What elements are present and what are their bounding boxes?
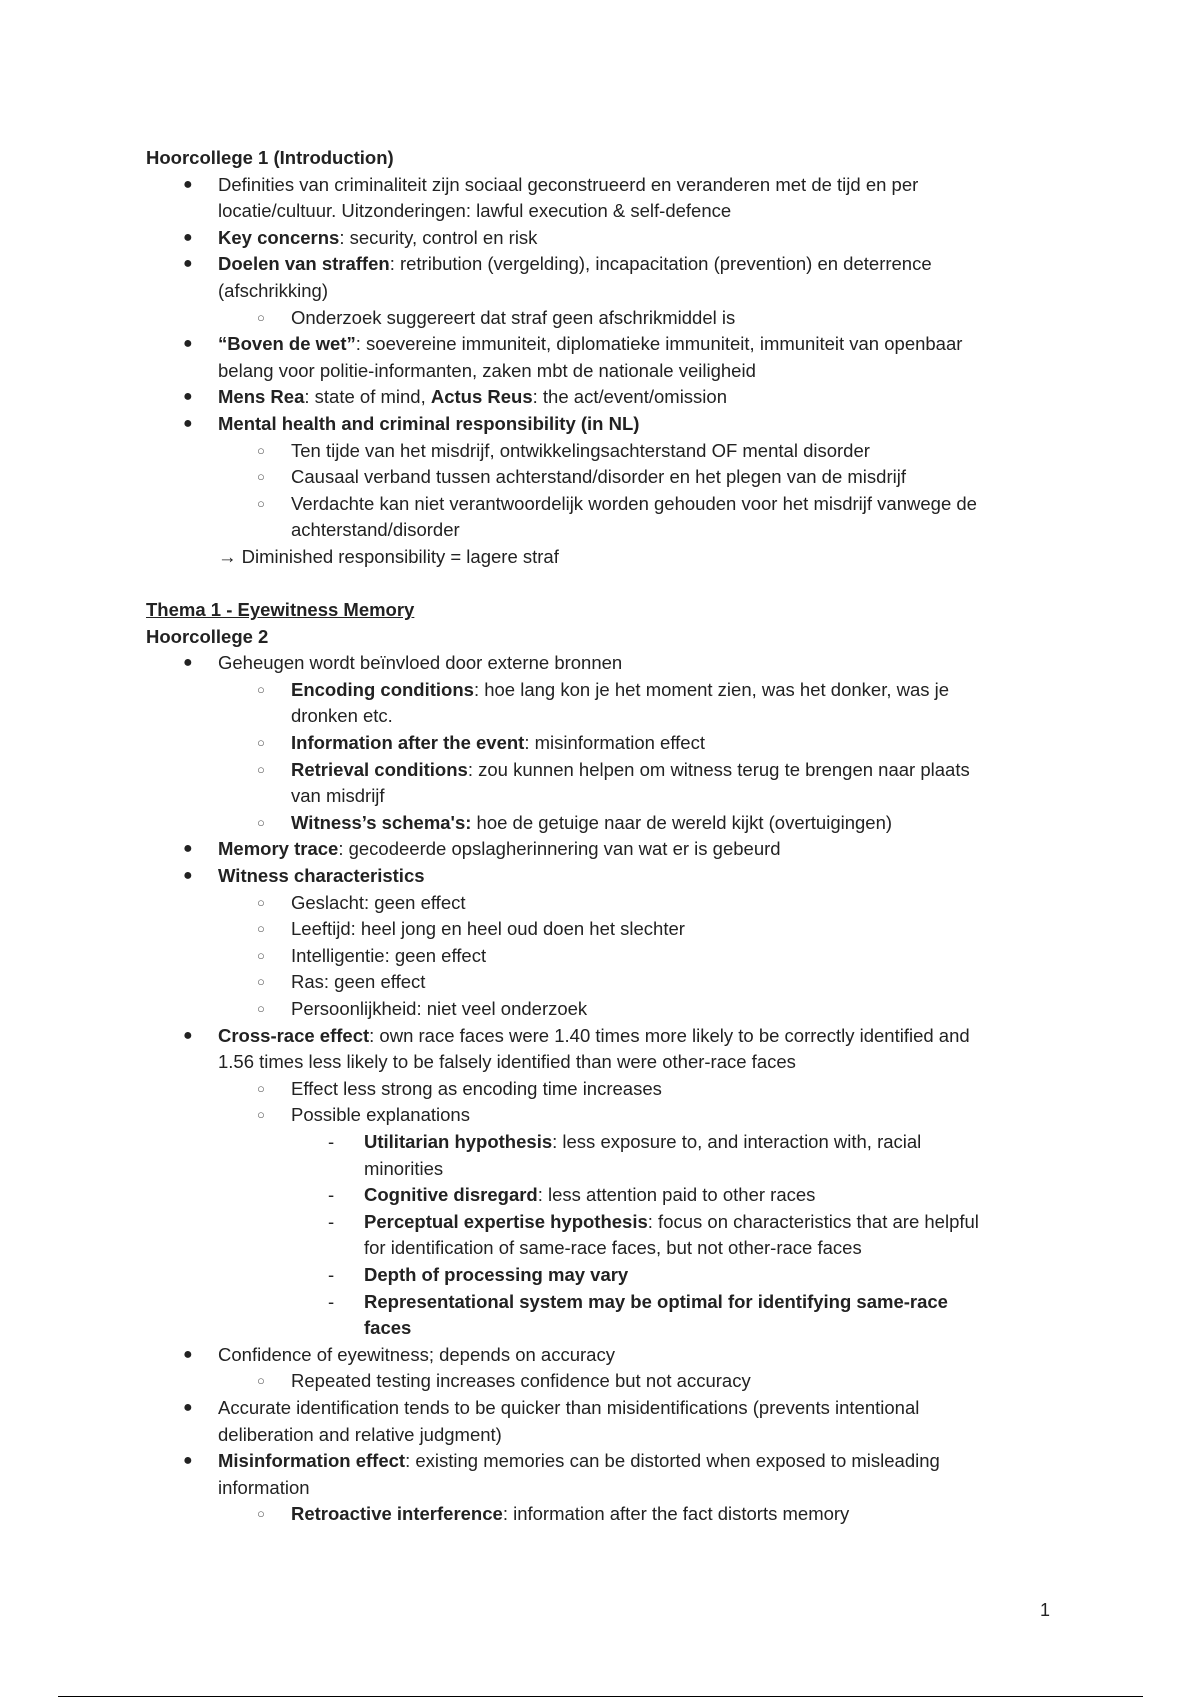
text-line (146, 1475, 1046, 1502)
hollow-bullet-icon: ○ (257, 1506, 265, 1522)
bold-text: Cross-race effect (218, 1024, 370, 1046)
page-number: 1 (1040, 1600, 1051, 1620)
text: achterstand/disorder (291, 519, 460, 541)
bold-text: Witness characteristics (218, 865, 425, 887)
bullet-icon: ● (183, 414, 193, 432)
bold-text: Retrieval conditions (291, 758, 468, 780)
text: : gecodeerde opslagherinnering van wat er is gebeurd (338, 838, 781, 860)
dash-bullet: - (328, 1130, 335, 1152)
text-line (146, 544, 1046, 571)
text: : focus on characteristics that are helpful (647, 1210, 979, 1232)
text: Repeated testing increases confidence but not accuracy (291, 1370, 751, 1392)
text-line (146, 1395, 1046, 1422)
bold-text: Information after the event (291, 732, 525, 754)
text-line (146, 677, 1046, 704)
bold-text: Thema 1 - Eyewitness Memory (146, 599, 415, 621)
hollow-bullet-icon: ○ (257, 947, 265, 963)
bold-text: Actus Reus (430, 386, 533, 408)
text-line (146, 358, 1046, 385)
dash-bullet: - (328, 1263, 335, 1285)
text: : less attention paid to other races (537, 1184, 816, 1206)
text-line (146, 1076, 1046, 1103)
text: : the act/event/omission (532, 386, 727, 408)
text: : zou kunnen helpen om witness terug te brengen naar plaats (467, 758, 970, 780)
bullet-icon: ● (183, 255, 193, 273)
text: : security, control en risk (339, 226, 538, 248)
text: belang voor politie-informanten, zaken mbt de nationale veiligheid (218, 359, 756, 381)
bold-text: Utilitarian hypothesis (364, 1130, 553, 1152)
blank-line (146, 571, 1046, 598)
text: van misdrijf (291, 785, 385, 807)
hollow-bullet-icon: ○ (257, 681, 265, 697)
text-line (146, 225, 1046, 252)
text-line (146, 783, 1046, 810)
text-line (146, 890, 1046, 917)
document-body (146, 145, 1046, 1528)
bullet-icon: ● (183, 1452, 193, 1470)
text-line (146, 1448, 1046, 1475)
text-line (146, 305, 1046, 332)
hollow-bullet-icon: ○ (257, 1080, 265, 1096)
text: Ras: geen effect (291, 971, 426, 993)
text-line (146, 278, 1046, 305)
text: (afschrikking) (218, 279, 328, 301)
dash-bullet: - (328, 1184, 335, 1206)
text-line (146, 1049, 1046, 1076)
text: for identification of same-race faces, but not other-race faces (364, 1237, 862, 1259)
text-line (146, 251, 1046, 278)
text: Intelligentie: geen effect (291, 944, 487, 966)
text: : retribution (vergelding), incapacitation (prevention) en deterrence (389, 253, 932, 275)
hollow-bullet-icon: ○ (257, 1001, 265, 1016)
bold-text: Perceptual expertise hypothesis (364, 1210, 648, 1232)
bold-text: Depth of processing may vary (364, 1263, 629, 1285)
text: Onderzoek suggereert dat straf geen afschrikmiddel is (291, 306, 736, 328)
bullet-icon: ● (183, 388, 193, 406)
text: : own race faces were 1.40 times more likely to be correctly identified and (369, 1024, 970, 1046)
footer-rule (58, 1696, 1143, 1697)
bold-text: Memory trace (218, 838, 339, 860)
text-line (146, 969, 1046, 996)
bold-text: Key concerns (218, 226, 340, 248)
text: information (218, 1476, 310, 1498)
hollow-bullet-icon: ○ (257, 1107, 265, 1123)
bold-text: Doelen van straffen (218, 253, 390, 275)
bold-text: Hoorcollege 1 (Introduction) (146, 147, 394, 168)
bullet-icon: ● (183, 228, 193, 246)
hollow-bullet-icon: ○ (257, 894, 265, 910)
text-line (146, 517, 1046, 544)
text: Geheugen wordt beïnvloed door externe bronnen (218, 652, 623, 674)
text: Effect less strong as encoding time increases (291, 1077, 662, 1099)
text-line (146, 491, 1046, 518)
text-line (146, 757, 1046, 784)
text-line (146, 411, 1046, 438)
hollow-bullet-icon: ○ (257, 469, 265, 485)
hollow-bullet-icon: ○ (257, 495, 265, 511)
bold-text: “Boven de wet” (218, 333, 356, 355)
hollow-bullet-icon: ○ (257, 735, 265, 751)
hollow-bullet-icon: ○ (257, 309, 265, 325)
text-line (146, 464, 1046, 491)
text: dronken etc. (291, 705, 393, 727)
text-line (146, 863, 1046, 890)
text: minorities (364, 1157, 444, 1179)
text-line (146, 1235, 1046, 1262)
text-line (146, 384, 1046, 411)
dash-bullet: - (328, 1210, 335, 1232)
text: → Diminished responsibility = lagere straf (218, 545, 559, 567)
bold-text: Representational system may be optimal for identifying same-race (364, 1290, 948, 1312)
text-line (146, 331, 1046, 358)
dash-bullet: - (328, 1290, 335, 1312)
text: Accurate identification tends to be quicker than misidentifications (prevents intentional (218, 1396, 920, 1418)
bold-text: Retroactive interference (291, 1503, 503, 1525)
text: locatie/cultuur. Uitzonderingen: lawful execution & self-defence (218, 200, 732, 222)
bullet-icon: ● (183, 335, 193, 353)
text-line (146, 996, 1046, 1023)
hollow-bullet-icon: ○ (257, 974, 265, 990)
hollow-bullet-icon: ○ (257, 1373, 265, 1389)
text-line (146, 810, 1046, 837)
text: : information after the fact distorts memory (502, 1503, 850, 1525)
text-line (146, 1262, 1046, 1289)
text: deliberation and relative judgment) (218, 1423, 502, 1445)
bullet-icon: ● (183, 840, 193, 858)
section-heading (146, 597, 1046, 624)
text-line (146, 1156, 1046, 1183)
text-line (146, 1368, 1046, 1395)
hollow-bullet-icon: ○ (257, 761, 265, 777)
text-line (146, 198, 1046, 225)
bullet-icon: ● (183, 1398, 193, 1416)
text-line (146, 836, 1046, 863)
hollow-bullet-icon: ○ (257, 921, 265, 937)
section-heading (146, 145, 1046, 172)
bold-text: Cognitive disregard (364, 1184, 538, 1206)
text-line (146, 1129, 1046, 1156)
bold-text: Encoding conditions (291, 678, 474, 700)
text-line (146, 650, 1046, 677)
text: : existing memories can be distorted when exposed to misleading (405, 1450, 940, 1472)
text: Persoonlijkheid: niet veel onderzoek (291, 998, 588, 1019)
bullet-icon: ● (183, 867, 193, 885)
bullet-icon: ● (183, 654, 193, 672)
text-line (146, 438, 1046, 465)
bold-text: Hoorcollege 2 (146, 625, 269, 647)
text: Definities van criminaliteit zijn sociaal geconstrueerd en veranderen met de tijd en per (218, 173, 919, 195)
bold-text: Witness’s schema's: (291, 811, 472, 833)
text: Possible explanations (291, 1104, 470, 1126)
text: Ten tijde van het misdrijf, ontwikkelingsachterstand OF mental disorder (291, 439, 870, 461)
text: : soevereine immuniteit, diplomatieke immuniteit, immuniteit van openbaar (355, 333, 963, 355)
text-line (146, 916, 1046, 943)
text-line (146, 703, 1046, 730)
text: Leeftijd: heel jong en heel oud doen het slechter (291, 918, 685, 940)
text-line (146, 1315, 1046, 1342)
text-line (146, 1209, 1046, 1236)
text: : less exposure to, and interaction with, racial (552, 1130, 922, 1152)
text-line (146, 1023, 1046, 1050)
hollow-bullet-icon: ○ (257, 442, 265, 458)
hollow-bullet-icon: ○ (257, 814, 265, 830)
text-line (146, 1289, 1046, 1316)
text-line (146, 730, 1046, 757)
section-heading (146, 624, 1046, 651)
text-line (146, 1422, 1046, 1449)
text-line (146, 1501, 1046, 1528)
bullet-icon: ● (183, 175, 193, 193)
text: Verdachte kan niet verantwoordelijk worden gehouden voor het misdrijf vanwege de (291, 492, 977, 514)
bold-text: Mental health and criminal responsibility (in NL) (218, 412, 640, 434)
bold-text: faces (364, 1317, 412, 1339)
text-line (146, 1342, 1046, 1369)
bullet-icon: ● (183, 1345, 193, 1363)
text: Geslacht: geen effect (291, 891, 466, 913)
text: 1.56 times less likely to be falsely identified than were other-race faces (218, 1051, 796, 1073)
text: : misinformation effect (524, 732, 705, 754)
bullet-icon: ● (183, 1026, 193, 1044)
text-line (146, 1182, 1046, 1209)
text: : hoe lang kon je het moment zien, was het donker, was je (473, 678, 950, 700)
bold-text: Misinformation effect (218, 1450, 406, 1472)
text-line (146, 172, 1046, 199)
text: Causaal verband tussen achterstand/disorder en het plegen van de misdrijf (291, 466, 906, 488)
text-line (146, 943, 1046, 970)
text: Confidence of eyewitness; depends on accuracy (218, 1343, 615, 1365)
bold-text: Mens Rea (218, 386, 305, 408)
text-line (146, 1102, 1046, 1129)
text: hoe de getuige naar de wereld kijkt (overtuigingen) (471, 811, 893, 833)
text: : state of mind, (304, 386, 431, 408)
